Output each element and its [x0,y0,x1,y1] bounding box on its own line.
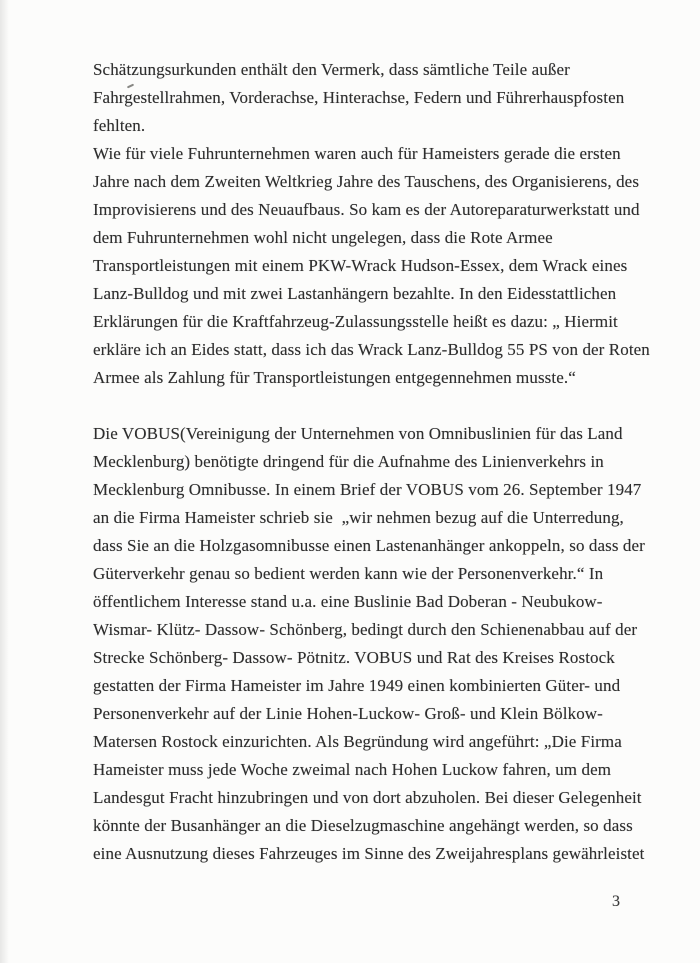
paragraph-3 [93,420,645,868]
text-line: Lanz-Bulldog und mit zwei Lastanhängern bezahlte. In den Eidesstattlichen [93,284,617,303]
paragraph-1 [93,56,625,140]
text-line: Mecklenburg) benötigte dringend für die Aufnahme des Linienverkehrs in [93,452,604,471]
text-line: öffentlichem Interesse stand u.a. eine Buslinie Bad Doberan - Neubukow- [93,592,603,611]
text-line: Wismar- Klütz- Dassow- Schönberg, bedingt durch den Schienenabbau auf der [93,620,638,639]
text-line: dass Sie an die Holzgasomnibusse einen Lastenanhänger ankoppeln, so dass der [93,536,645,555]
text-line: könnte der Busanhänger an die Dieselzugmaschine angehängt werden, so dass [93,816,633,835]
text-line: gestatten der Firma Hameister im Jahre 1949 einen kombinierten Güter- und [93,676,621,695]
text-line: eine Ausnutzung dieses Fahrzeuges im Sinne des Zweijahresplans gewährleistet [93,844,645,863]
text-line: Erklärungen für die Kraftfahrzeug-Zulassungsstelle heißt es dazu: „ Hiermit [93,312,618,331]
text-line: dem Fuhrunternehmen wohl nicht ungelegen, dass die Rote Armee [93,228,553,247]
text-line: Mecklenburg Omnibusse. In einem Brief der VOBUS vom 26. September 1947 [93,480,642,499]
text-line: Personenverkehr auf der Linie Hohen-Luckow- Groß- und Klein Bölkow- [93,704,603,723]
text-line: Hameister muss jede Woche zweimal nach Hohen Luckow fahren, um dem [93,760,612,779]
text-line: an die Firma Hameister schrieb sie „wir nehmen bezug auf die Unterredung, [93,508,624,527]
text-line: Die VOBUS(Vereinigung der Unternehmen von Omnibuslinien für das Land [93,424,623,443]
text-line: Transportleistungen mit einem PKW-Wrack Hudson-Essex, dem Wrack eines [93,256,628,275]
text-line: Fahrgestellrahmen, Vorderachse, Hinterachse, Federn und Führerhauspfosten [93,88,625,107]
body-text [93,56,650,868]
text-line: Strecke Schönberg- Dassow- Pötnitz. VOBUS und Rat des Kreises Rostock [93,648,615,667]
text-line: fehlten. [93,116,146,135]
text-line: Landesgut Fracht hinzubringen und von dort abzuholen. Bei dieser Gelegenheit [93,788,642,807]
text-line: Armee als Zahlung für Transportleistungen entgegennehmen musste.“ [93,368,576,387]
text-line: Matersen Rostock einzurichten. Als Begründung wird angeführt: „Die Firma [93,732,622,751]
text-line: Schätzungsurkunden enthält den Vermerk, dass sämtliche Teile außer [93,60,570,79]
text-line: Wie für viele Fuhrunternehmen waren auch für Hameisters gerade die ersten [93,144,621,163]
text-line: erkläre ich an Eides statt, dass ich das Wrack Lanz-Bulldog 55 PS von der Roten [93,340,650,359]
paragraph-2 [93,140,650,392]
paragraph-gap [93,392,625,420]
text-line: Jahre nach dem Zweiten Weltkrieg Jahre des Tauschens, des Organisierens, des [93,172,640,191]
text-line: Güterverkehr genau so bedient werden kann wie der Personenverkehr.“ In [93,564,604,583]
text-line: Improvisierens und des Neuaufbaus. So kam es der Autoreparaturwerkstatt und [93,200,640,219]
scan-edge-shadow [0,0,9,963]
page-number: 3 [612,893,620,910]
